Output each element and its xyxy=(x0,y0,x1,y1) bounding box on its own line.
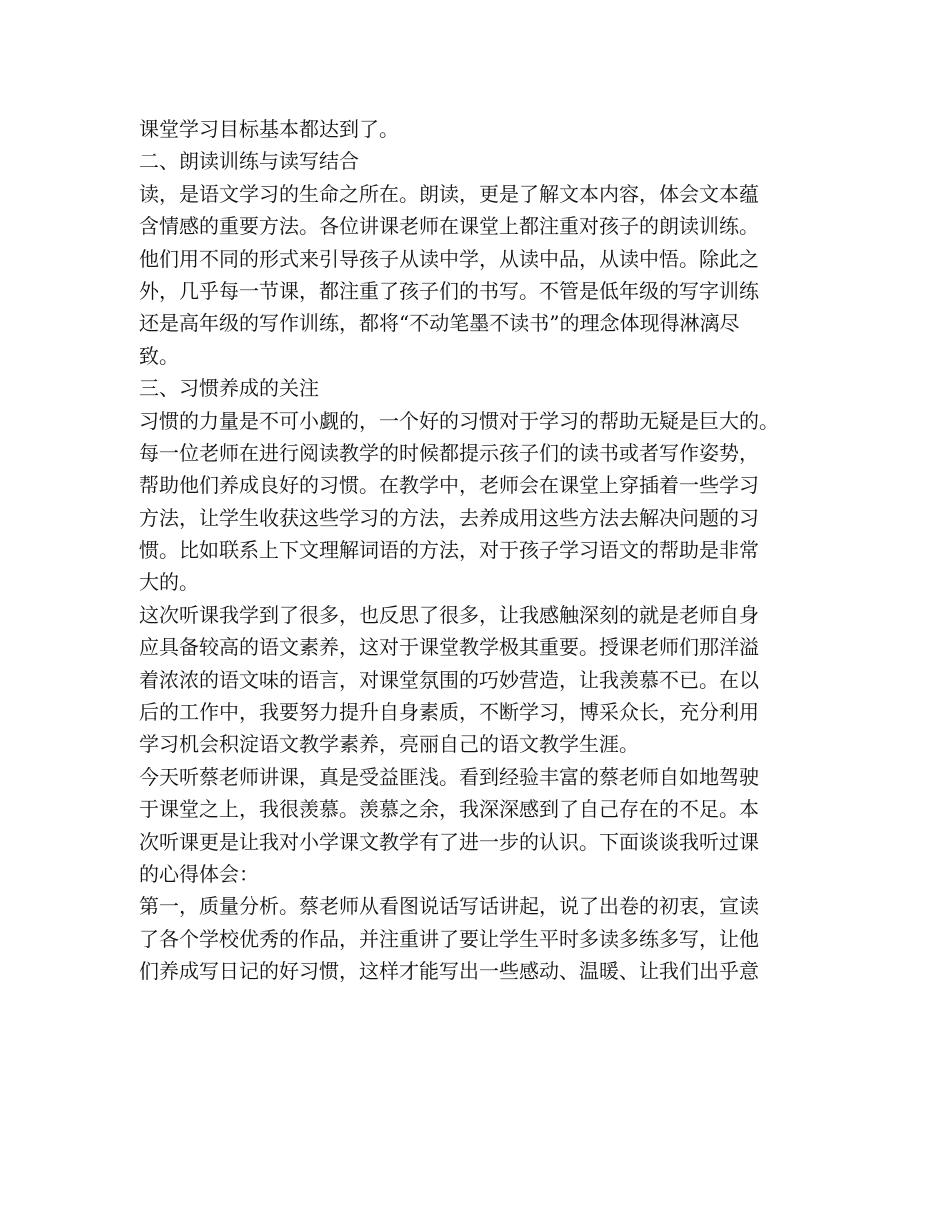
text-line: 第一，质量分析。蔡老师从看图说话写话讲起，说了出卷的初衷，宣读 xyxy=(139,894,759,919)
text-line: 致。 xyxy=(139,343,179,368)
text-line: 还是高年级的写作训练，都将“不动笔墨不读书”的理念体现得淋漓尽 xyxy=(139,311,740,336)
text-line: 每一位老师在进行阅读教学的时候都提示孩子们的读书或者写作姿势， xyxy=(139,440,759,465)
text-line: 们养成写日记的好习惯，这样才能写出一些感动、温暖、让我们出乎意 xyxy=(139,959,759,984)
section-heading: 二、朗读训练与读写结合 xyxy=(139,149,359,174)
text-line: 帮助他们养成良好的习惯。在教学中，老师会在课堂上穿插着一些学习 xyxy=(139,473,759,498)
text-line: 今天听蔡老师讲课，真是受益匪浅。看到经验丰富的蔡老师自如地驾驶 xyxy=(139,764,759,789)
text-line: 于课堂之上，我很羡慕。羡慕之余，我深深感到了自己存在的不足。本 xyxy=(139,797,759,822)
text-line: 学习机会积淀语文教学素养，亮丽自己的语文教学生涯。 xyxy=(139,732,639,757)
text-line: 课堂学习目标基本都达到了。 xyxy=(139,117,399,141)
text-line: 着浓浓的语文味的语言，对课堂氛围的巧妙营造，让我羡慕不已。在以 xyxy=(139,667,759,692)
text-line: 读，是语文学习的生命之所在。朗读，更是了解文本内容，体会文本蕴 xyxy=(139,181,759,206)
text-line: 惯。比如联系上下文理解词语的方法，对于孩子学习语文的帮助是非常 xyxy=(139,538,759,563)
text-line: 外，几乎每一节课，都注重了孩子们的书写。不管是低年级的写字训练 xyxy=(139,278,759,303)
text-line: 习惯的力量是不可小觑的，一个好的习惯对于学习的帮助无疑是巨大的。 xyxy=(139,408,779,433)
text-line: 的心得体会： xyxy=(139,861,259,886)
section-heading: 三、习惯养成的关注 xyxy=(139,376,319,401)
text-line: 次听课更是让我对小学课文教学有了进一步的认识。下面谈谈我听过课 xyxy=(139,829,759,854)
text-line: 后的工作中，我要努力提升自身素质，不断学习，博采众长，充分利用 xyxy=(139,700,759,725)
text-line: 了各个学校优秀的作品，并注重讲了要让学生平时多读多练多写，让他 xyxy=(139,926,759,951)
text-line: 含情感的重要方法。各位讲课老师在课堂上都注重对孩子的朗读训练。 xyxy=(139,214,759,239)
text-line: 方法，让学生收获这些学习的方法，去养成用这些方法去解决问题的习 xyxy=(139,505,759,530)
text-line: 他们用不同的形式来引导孩子从读中学，从读中品，从读中悟。除此之 xyxy=(139,246,759,271)
document-body xyxy=(139,113,839,988)
text-line: 大的。 xyxy=(139,570,199,595)
text-line: 这次听课我学到了很多，也反思了很多，让我感触深刻的就是老师自身 xyxy=(139,602,759,627)
text-line: 应具备较高的语文素养，这对于课堂教学极其重要。授课老师们那洋溢 xyxy=(139,635,759,660)
